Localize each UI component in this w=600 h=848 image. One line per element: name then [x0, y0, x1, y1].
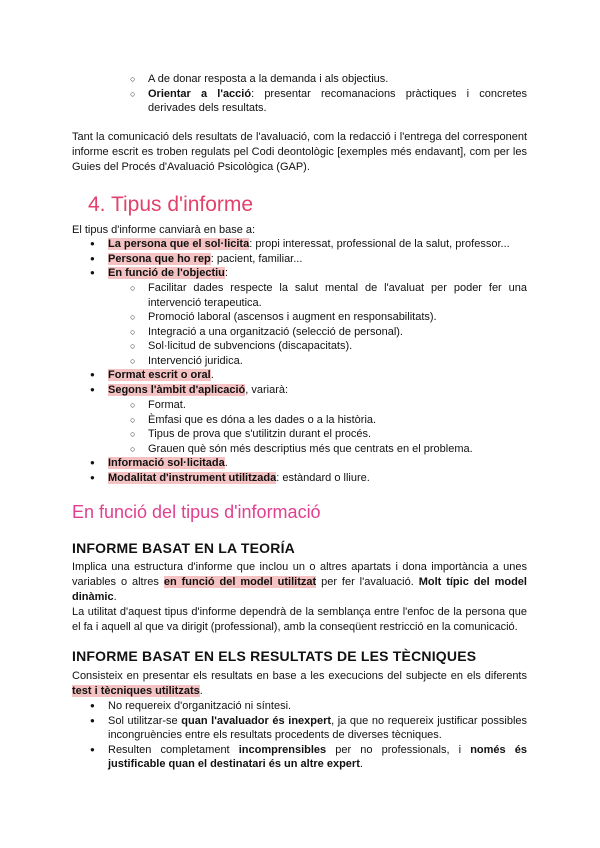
text-span: Consisteix en presentar els resultats en base a les execucions del subjecte en els diferents — [72, 670, 527, 682]
text-span: . — [199, 685, 203, 697]
list-item-text: : — [224, 267, 228, 280]
list-item — [90, 266, 527, 281]
list-item — [90, 368, 527, 383]
list-item — [90, 252, 527, 267]
list-item-text: : propi interessat, professional de la salut, professor... — [249, 238, 510, 250]
highlight-text: test i tècniques utilitzats — [72, 685, 200, 697]
highlight-text: en funció del model utilitzat — [163, 576, 317, 588]
bold-text: Molt típic del model dinàmic — [72, 576, 527, 603]
bold-text: incomprensibles — [238, 743, 327, 756]
list-item-text: . — [210, 369, 214, 381]
list-item: ○ Sol·licitud de subvencions (discapacitats). — [130, 339, 527, 354]
list-item — [90, 383, 527, 398]
text-span: per fer l'avaluació. — [316, 576, 419, 588]
text-span: , ja que no requereix justificar possibles incongruències entre els resultats procedents de diverses tècniques. — [108, 714, 528, 742]
highlight-label: Informació sol·licitada — [108, 457, 225, 469]
criteria-list — [90, 237, 527, 281]
resultats-list — [90, 699, 527, 772]
teoria-paragraph-2: La utilitat d'aquest tipus d'informe dependrà de la semblança entre l'enfoc de la persona que el fa i aquell al que va dirigit (professional), amb la conseqüent restricció en la comunicació. — [72, 606, 527, 633]
list-item — [90, 714, 527, 743]
text-span: Implica una estructura d'informe que inclou un o altres apartats i dona importància a unes variables o altres — [72, 561, 527, 588]
subsection-title: En funció del tipus d'informació — [72, 502, 321, 522]
list-item — [90, 743, 527, 772]
highlight-label: Format escrit o oral — [108, 369, 211, 381]
list-item — [130, 72, 527, 87]
list-item: ● No requereix d'organització ni síntesi. — [90, 699, 527, 714]
objective-sublist — [130, 281, 527, 369]
list-item: ○ Integració a una organització (selecció de personal). — [130, 325, 527, 340]
list-item: ○ Grauen què són més descriptius més que centrats en el problema. — [130, 442, 527, 457]
text-span: Resulten completament — [108, 743, 239, 756]
highlight-label: La persona que el sol·licita — [108, 238, 250, 250]
criteria-list-cont — [90, 368, 527, 397]
section-lead: El tipus d'informe canviarà en base a: — [72, 224, 256, 236]
bold-text: només és justificable quan el destinatari és un altre expert — [108, 743, 527, 771]
resultats-paragraph — [72, 669, 527, 699]
list-item-text: : estàndard o lliure. — [276, 471, 370, 484]
list-item: ○ Promoció laboral (ascensos i augment en responsabilitats). — [130, 310, 527, 325]
highlight-label: Modalitat d'instrument utilitzada — [108, 471, 277, 484]
list-item: ○ Tipus de prova que s'utilitzin durant el procés. — [130, 427, 527, 442]
list-item: ○ Intervenció juridica. — [130, 354, 527, 369]
teoria-paragraph — [72, 560, 527, 605]
text-span: per no professionals, i — [326, 743, 471, 756]
bold-text: quan l'avaluador és inexpert — [181, 714, 332, 727]
list-item-text: , variarà: — [245, 383, 289, 396]
highlight-label: En funció de l'objectiu — [108, 267, 225, 280]
text-span: . — [359, 758, 363, 771]
list-item-text: . — [224, 457, 228, 469]
list-item — [90, 456, 527, 471]
list-item — [90, 471, 527, 486]
teoria-heading: INFORME BASAT EN LA TEORÍA — [72, 540, 295, 556]
text-span: Sol utilitzar-se — [108, 714, 182, 727]
list-item: ○ Èmfasi que es dóna a les dades o a la història. — [130, 413, 527, 428]
list-item — [130, 87, 527, 116]
list-item-text: : pacient, familiar... — [210, 252, 303, 265]
highlight-label: Persona que ho rep — [108, 252, 211, 265]
top-sublist — [130, 72, 527, 116]
scope-sublist — [130, 398, 527, 456]
list-item-text: : presentar recomanacions pràctiques i concretes derivades dels resultats. — [148, 87, 527, 115]
highlight-label: Segons l'àmbit d'aplicació — [108, 383, 246, 396]
resultats-heading: INFORME BASAT EN ELS RESULTATS DE LES TÈCNIQUES — [72, 648, 477, 664]
list-item-bold: Orientar a l'acció — [148, 87, 252, 100]
criteria-list-end — [90, 456, 527, 485]
section-title: 4. Tipus d'informe — [88, 193, 254, 216]
list-item: ○ Format. — [130, 398, 527, 413]
intro-paragraph: Tant la comunicació dels resultats de l'avaluació, com la redacció i l'entrega del corresponent informe escrit es troben regulats pel Codi deontològic [exemples més endavant], com per les Guies del Procés d'Avaluació Psicològica (GAP). — [72, 131, 527, 173]
text-span: . — [113, 591, 117, 603]
list-item: ○ Facilitar dades respecte la salut mental de l'avaluat per poder fer una intervenció terapeutica. — [130, 281, 527, 310]
list-item-text: A de donar resposta a la demanda i als objectius. — [148, 73, 389, 85]
list-item — [90, 237, 527, 252]
